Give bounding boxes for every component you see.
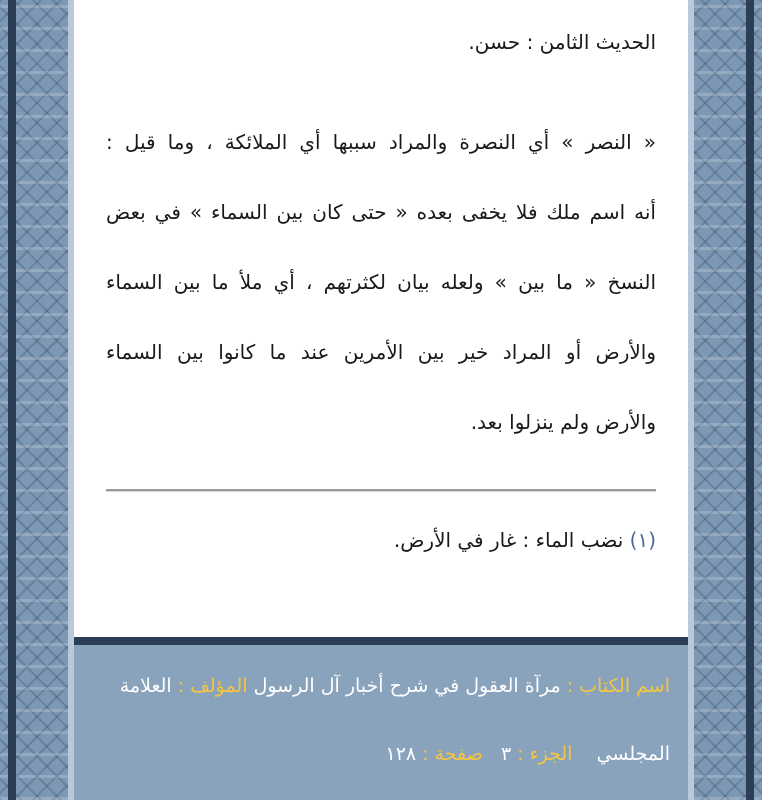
page-number: ١٢٨ (385, 743, 417, 765)
footnote (106, 528, 656, 552)
book-info-row-2 (92, 743, 670, 765)
book-info-footer (74, 645, 688, 800)
book-info-row-1 (92, 675, 670, 697)
decorative-border-right (688, 0, 762, 800)
footnote-divider (106, 489, 656, 491)
commentary-line-4: والأرض أو المراد خير بين الأمرين عند ما كانوا بين السماء (106, 340, 656, 364)
page-label: صفحة : (422, 743, 483, 765)
author-name-continued[interactable]: المجلسي (596, 743, 670, 765)
volume-number: ٣ (500, 743, 512, 765)
book-name-label: اسم الكتاب : (566, 675, 670, 697)
commentary-line-2: أنه اسم ملك فلا يخفى بعده « حتى كان بين السماء » في بعض (106, 200, 656, 224)
decorative-border-left (0, 0, 74, 800)
footnote-marker[interactable]: (١) (629, 528, 656, 552)
commentary-line-1: « النصر » أي النصرة والمراد سببها أي الملائكة ، وما قيل : (106, 130, 656, 154)
commentary-line-5: والأرض ولم ينزلوا بعد. (470, 410, 656, 434)
book-name[interactable]: مرآة العقول في شرح أخبار آل الرسول (253, 675, 561, 697)
book-page (74, 0, 688, 637)
hadith-heading: الحديث الثامن : حسن. (468, 30, 656, 54)
commentary-line-3: النسخ « ما بين » ولعله بيان لكثرتهم ، أي ملأ ما بين السماء (106, 270, 656, 294)
footnote-text: نضب الماء : غار في الأرض. (393, 528, 624, 552)
volume-label: الجزء : (517, 743, 573, 765)
author-label: المؤلف : (177, 675, 248, 697)
author-name[interactable]: العلامة (119, 675, 172, 697)
